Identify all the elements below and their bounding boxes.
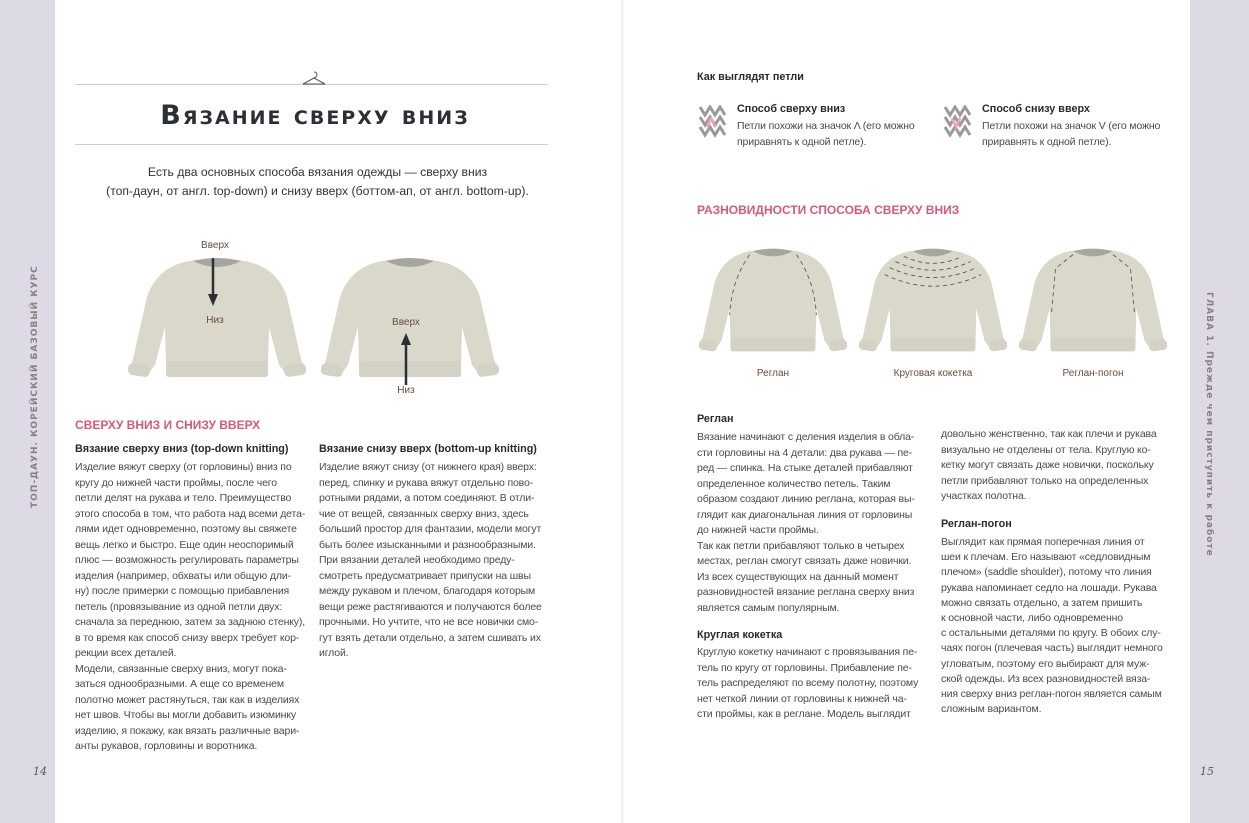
text-line: определенное количество петель. Таким	[697, 477, 891, 490]
text-line: Круглую кокетку начинают с провязывания пе-	[697, 646, 918, 658]
text-line: Из всех существующих на данный момент	[697, 570, 899, 583]
text-line: плюс — возможность регулировать параметры	[75, 554, 299, 566]
right-spine-text: ГЛАВА 1. Прежде чем приступить к работе	[1204, 292, 1214, 557]
text-line: является самым популярным.	[697, 601, 840, 614]
col-heading: Вязание снизу вверх (bottom-up knitting)	[319, 443, 537, 455]
text-line: больший простор для фантазии, модели могут	[319, 523, 542, 535]
text-line: шеи к плечам. Его называют «седловидным	[941, 551, 1151, 564]
text-line: смотреть предусматривает припуски на швы	[319, 569, 531, 582]
text-line: перед, спинку и рукава вяжут отдельно пово-	[319, 476, 534, 489]
hanger-icon	[301, 70, 327, 86]
text-line: заться однообразными. А еще со временем	[75, 678, 284, 690]
text-line: между рукавом и плечом, благодаря которым	[319, 585, 536, 597]
text-line: Петли похожи на значок V (его можно	[982, 120, 1161, 132]
sweater-label: Реглан-погон	[1062, 368, 1124, 379]
sweater-label: Реглан	[756, 368, 790, 379]
text-line: с остальными деталями по кругу. В обоих слу-	[941, 627, 1161, 640]
label-top: Вверх	[201, 240, 229, 251]
text-line: разновидностей вязание реглана сверху вниз	[697, 586, 915, 598]
loop-desc	[737, 119, 915, 150]
text-column	[75, 460, 305, 755]
text-line: Вязание начинают с деления изделия в обла-	[697, 431, 915, 443]
text-line: чаях погон (плечевая часть) выглядит немного	[941, 642, 1163, 655]
text-line: плечом» (saddle shoulder), потому что линия	[941, 566, 1152, 579]
text-line: визуально не отделены от тела. Круглую ко-	[941, 443, 1151, 456]
text-line: образом создают линию реглана, которая вы-	[697, 493, 915, 505]
text-line: прочными. Но учтите, что не все новички смо-	[319, 616, 539, 628]
text-line: Так как петли прибавляют только в четырех	[697, 539, 905, 552]
text-line: петли делят на рукава и тело. Преимущество	[75, 492, 292, 504]
text-column	[941, 535, 1163, 717]
text-line: участках полотна.	[941, 490, 1027, 502]
text-line: к основной части, либо одновременно	[941, 612, 1123, 625]
text-line: Петли похожи на значок Λ (его можно	[737, 120, 915, 132]
sweater-saddle	[1018, 246, 1168, 354]
page-number: 14	[33, 765, 47, 778]
text-line: местах, реглан смогут связать даже новички.	[697, 555, 912, 567]
loop-title: Способ сверху вниз	[737, 103, 846, 115]
text-line: лями идет одновременно, поэтому вы свяжете	[75, 523, 297, 535]
text-line: кругу до нижней части проймы, после чего	[75, 476, 277, 489]
text-line: Модели, связанные сверху вниз, могут пока-	[75, 662, 287, 675]
text-column	[941, 427, 1157, 505]
loop-desc	[982, 119, 1160, 150]
text-line: ской одежды. Из всех разновидностей вяза-	[941, 672, 1151, 685]
right-spine	[1190, 0, 1249, 823]
section-heading: РАЗНОВИДНОСТИ СПОСОБА СВЕРХУ ВНИЗ	[697, 203, 960, 217]
page-title: Вязание сверху вниз	[160, 100, 470, 131]
text-line: нет швов. Чтобы вы могли добавить изюминку	[75, 709, 296, 721]
text-line: чие от вещей, связанных сверху вниз, здесь	[319, 507, 529, 520]
text-line: в то время как способ снизу вверх требует кор-	[75, 631, 300, 644]
text-line: можно связать отдельно, а затем пришить	[941, 596, 1143, 609]
text-column	[697, 430, 915, 616]
text-column	[697, 645, 918, 723]
lead-text	[75, 163, 560, 201]
sweater-label: Круговая кокетка	[893, 368, 973, 379]
text-line: нет четкой линии от горловины к нижней ча-	[697, 692, 907, 705]
text-line: тель распределяют по всему полотну, поэтому	[697, 677, 919, 689]
loop-title: Способ снизу вверх	[982, 103, 1090, 115]
text-line: рекции всех деталей.	[75, 647, 177, 659]
text-line: анты рукавов, горловины и воротника.	[75, 740, 258, 752]
section-heading: СВЕРХУ ВНИЗ И СНИЗУ ВВЕРХ	[75, 418, 261, 432]
knit-loops-lambda-icon	[697, 105, 727, 139]
gutter	[621, 0, 624, 823]
text-line: ну) после примерки с помощью прибавления	[75, 585, 290, 597]
text-line: ния сверху вниз реглан-погон является самым	[941, 688, 1162, 701]
arrow-up-icon	[398, 333, 414, 385]
text-line: приравнять к одной петле).	[737, 135, 867, 148]
text-line: ред — спинка. На стыке деталей прибавляют	[697, 462, 913, 474]
label-bottom: Низ	[397, 385, 415, 396]
text-line: этого способа в том, что работа над всеми дета-	[75, 507, 306, 520]
text-line: сти проймы, как в реглане. Модель выглядит	[697, 708, 911, 720]
text-line: тель по кругу от горловины. Прибавление пе-	[697, 661, 912, 674]
text-line: приравнять к одной петле).	[982, 135, 1112, 148]
col-heading: Вязание сверху вниз (top-down knitting)	[75, 443, 289, 455]
left-spine	[0, 0, 55, 823]
text-line: сложным вариантом.	[941, 703, 1042, 716]
text-line: полотно может растянуться, так как в изделиях	[75, 693, 300, 706]
text-line: сначала за переднюю, затем за заднюю стенку),	[75, 616, 306, 628]
text-line: ротными рядами, а потом соединяют. В отли-	[319, 492, 535, 504]
text-line: изделия (например, обхваты или общую дли-	[75, 569, 291, 582]
text-line: глядит как диагональная линия от горловины	[697, 508, 913, 521]
left-spine-text: ТОП-ДАУН. КОРЕЙСКИЙ БАЗОВЫЙ КУРС	[30, 265, 40, 508]
divider-bottom	[75, 144, 548, 145]
text-line: рукава напоминает седло на лошади. Рукава	[941, 581, 1157, 594]
text-line: вещь легко и быстро. Еще один неоспоримый	[75, 538, 294, 551]
lead-line: (топ-даун, от англ. top-down) и снизу вверх (боттом-ап, от англ. bottom-up).	[106, 184, 529, 198]
text-line: иглой.	[319, 647, 349, 659]
text-line: до нижней части проймы.	[697, 524, 819, 536]
text-line: петель (провязывание из одной петли двух:	[75, 600, 283, 613]
text-column	[319, 460, 542, 662]
text-line: петли прибавляют только на определенных	[941, 474, 1149, 487]
text-line: Выглядит как прямая поперечная линия от	[941, 536, 1145, 548]
sweater-raglan	[698, 246, 848, 354]
text-line: Изделие вяжут сверху (от горловины) вниз по	[75, 461, 292, 473]
col-heading: Реглан	[697, 413, 734, 425]
col-heading: Реглан-погон	[941, 518, 1012, 530]
text-line: сти горловины на 4 детали: два рукава — пе-	[697, 446, 913, 459]
text-line: гут взять детали отдельно, а затем сшивать их	[319, 631, 541, 644]
sweater-round-yoke	[858, 246, 1008, 354]
label-bottom: Низ	[206, 315, 224, 326]
lead-line: Есть два основных способа вязания одежды — сверху вниз	[147, 165, 488, 179]
knit-loops-v-icon	[942, 105, 972, 139]
arrow-down-icon	[205, 258, 221, 308]
text-line: изделию, я покажу, как вязать различные вари-	[75, 724, 300, 737]
page-number: 15	[1200, 765, 1214, 778]
text-line: При вязании деталей необходимо преду-	[319, 554, 515, 566]
label-top: Вверх	[392, 317, 420, 328]
text-line: кетку могут связать даже новички, поскольку	[941, 459, 1154, 471]
text-line: быть более изысканными и разнообразными.	[319, 538, 536, 551]
col-heading: Круглая кокетка	[697, 629, 783, 641]
loops-heading: Как выглядят петли	[697, 71, 804, 83]
text-line: угловатым, поэтому его выбирают для муж-	[941, 657, 1150, 670]
text-line: довольно женственно, так как плечи и рукава	[941, 428, 1157, 440]
text-line: Изделие вяжут снизу (от нижнего края) вверх:	[319, 461, 537, 473]
text-line: вещи реже растягиваются и получаются более	[319, 600, 542, 613]
